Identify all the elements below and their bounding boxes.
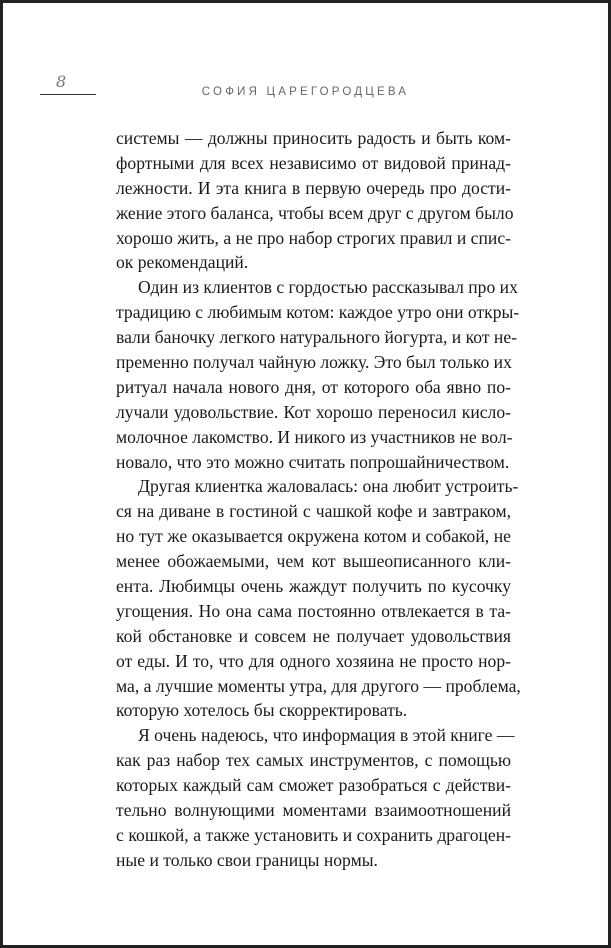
text-line: менее обожаемыми, чем кот вышеописанного кли- <box>116 551 511 572</box>
text-line: ные и только свои границы нормы. <box>116 849 378 870</box>
text-line: новало, что это можно считать попрошайничеством. <box>116 451 510 472</box>
text-line: лежности. И эта книга в первую очередь про дости- <box>116 177 511 198</box>
text-line: тельно волнующими моментами взаимоотношений <box>116 800 511 821</box>
text-line: ок рекомендаций. <box>116 252 249 273</box>
text-line: Я очень надеюсь, что информация в этой книге — <box>138 725 515 746</box>
text-line: молочное лакомство. И никого из участников не вол- <box>116 426 513 447</box>
text-line: традицию с любимым котом: каждое утро они откры- <box>116 302 520 323</box>
text-line: лучали удовольствие. Кот хорошо переносил кисло- <box>116 401 511 422</box>
text-line: ма, а лучшие моменты утра, для другого — проблема, <box>116 675 521 696</box>
text-line: жение этого баланса, чтобы всем друг с другом было <box>116 202 514 223</box>
text-line: с кошкой, а также установить и сохранить драгоцен- <box>116 824 511 845</box>
text-line: угощения. Но она сама постоянно отвлекается в та- <box>116 600 511 621</box>
text-line: но тут же оказывается окружена котом и собакой, не <box>116 526 511 547</box>
text-line: которых каждый сам сможет разобраться с действи- <box>116 775 511 796</box>
text-line: Другая клиентка жаловалась: она любит устроить- <box>138 476 519 497</box>
page-number: 8 <box>56 72 67 91</box>
text-line: кой обстановке и совсем не получает удовольствия <box>116 625 511 646</box>
text-line: фортными для всех независимо от видовой принад- <box>116 152 511 173</box>
text-line: как раз набор тех самых инструментов, с помощью <box>116 750 511 771</box>
text-line: Один из клиентов с гордостью рассказывал про их <box>138 277 518 298</box>
text-line: системы — должны приносить радость и быть ком- <box>116 128 511 148</box>
text-line: от еды. И то, что для одного хозяина не просто нор- <box>116 650 511 671</box>
running-title: СОФИЯ ЦАРЕГОРОДЦЕВА <box>201 86 410 98</box>
text-line: вали баночку легкого натурального йогурта, и кот не- <box>116 327 517 348</box>
text-line: пременно получал чайную ложку. Это был только их <box>116 352 512 373</box>
text-line: ритуал начала нового дня, от которого оба явно по- <box>116 376 511 397</box>
text-line: ента. Любимцы очень жаждут получить по кусочку <box>116 576 511 597</box>
body-text <box>116 126 521 873</box>
text-line: которую хотелось бы скорректировать. <box>116 700 408 721</box>
text-line: ся на диване в гостиной с чашкой кофе и завтраком, <box>116 501 511 522</box>
text-line: хорошо жить, а не про набор строгих правил и спис- <box>116 227 511 248</box>
